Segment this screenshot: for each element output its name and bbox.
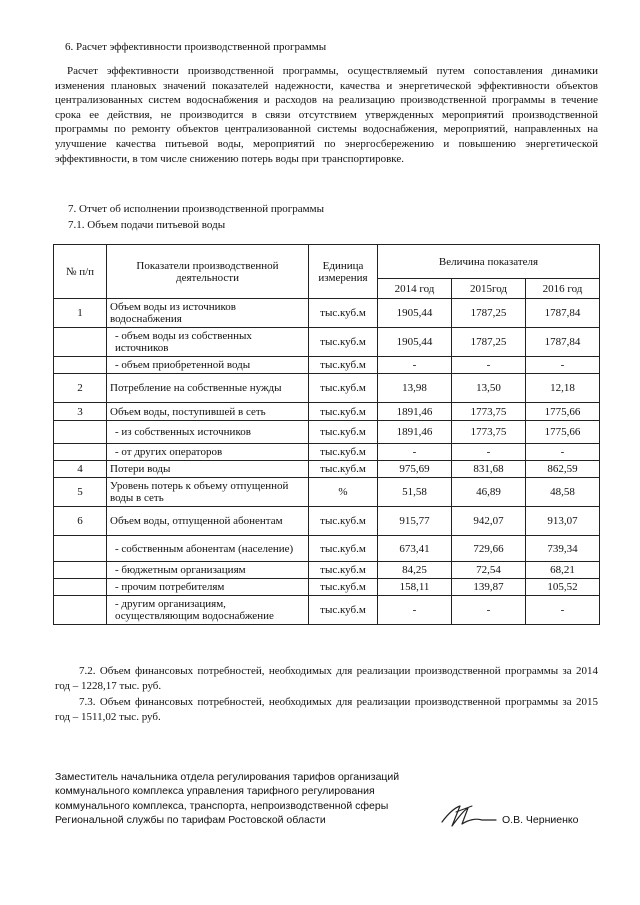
paragraph-7-3: 7.3. Объем финансовых потребностей, необходимых для реализации производственной программы за 2015 год – 1511,02 тыс. руб.	[55, 696, 598, 723]
header-value-group: Величина показателя	[378, 245, 600, 279]
indicator-name-cell: - объем воды из собственных источников	[107, 328, 309, 357]
value-2014-cell: -	[378, 444, 452, 461]
value-2015-cell: 729,66	[452, 536, 526, 562]
value-2016-cell: 12,18	[526, 374, 600, 403]
table-row	[54, 478, 600, 507]
unit-cell: тыс.куб.м	[309, 461, 378, 478]
row-number-cell: 2	[54, 374, 107, 403]
table-row	[54, 536, 600, 562]
value-2015-cell: 1787,25	[452, 299, 526, 328]
row-number-cell	[54, 357, 107, 374]
indicator-name-cell: Объем воды, отпущенной абонентам	[107, 507, 309, 536]
section-7-heading: 7. Отчет об исполнении производственной программы	[68, 203, 324, 215]
table-row	[54, 507, 600, 536]
table-row	[54, 328, 600, 357]
value-2016-cell: 105,52	[526, 579, 600, 596]
section-7-1-heading: 7.1. Объем подачи питьевой воды	[68, 219, 226, 231]
value-2016-cell: -	[526, 444, 600, 461]
table-body	[54, 299, 600, 625]
header-unit: Единица измерения	[309, 245, 378, 299]
header-num: № п/п	[54, 245, 107, 299]
indicator-name-cell: - из собственных источников	[107, 421, 309, 444]
unit-cell: %	[309, 478, 378, 507]
paragraph-7-2: 7.2. Объем финансовых потребностей, необходимых для реализации производственной программы за 2014 год – 1228,17 тыс. руб.	[55, 665, 598, 692]
value-2014-cell: 51,58	[378, 478, 452, 507]
value-2015-cell: 1787,25	[452, 328, 526, 357]
table-row	[54, 403, 600, 421]
table-row	[54, 299, 600, 328]
table-row	[54, 596, 600, 625]
row-number-cell	[54, 596, 107, 625]
signature-line: Региональной службы по тарифам Ростовской области	[55, 813, 326, 826]
value-2016-cell: -	[526, 596, 600, 625]
indicator-name-cell: - другим организациям, осуществляющим водоснабжение	[107, 596, 309, 625]
table-row	[54, 579, 600, 596]
unit-cell: тыс.куб.м	[309, 579, 378, 596]
unit-cell: тыс.куб.м	[309, 507, 378, 536]
row-number-cell	[54, 562, 107, 579]
indicator-name-cell: - от других операторов	[107, 444, 309, 461]
indicator-name-cell: Объем воды, поступившей в сеть	[107, 403, 309, 421]
value-2015-cell: 1773,75	[452, 403, 526, 421]
value-2015-cell: -	[452, 357, 526, 374]
value-2016-cell: 48,58	[526, 478, 600, 507]
value-2014-cell: 1891,46	[378, 403, 452, 421]
value-2016-cell: 68,21	[526, 562, 600, 579]
row-number-cell: 1	[54, 299, 107, 328]
indicator-name-cell: Уровень потерь к объему отпущенной воды в сеть	[107, 478, 309, 507]
unit-cell: тыс.куб.м	[309, 444, 378, 461]
value-2014-cell: 13,98	[378, 374, 452, 403]
header-year-2014: 2014 год	[378, 279, 452, 299]
value-2014-cell: 1905,44	[378, 328, 452, 357]
value-2015-cell: 72,54	[452, 562, 526, 579]
unit-cell: тыс.куб.м	[309, 562, 378, 579]
value-2014-cell: 1905,44	[378, 299, 452, 328]
table-row	[54, 357, 600, 374]
unit-cell: тыс.куб.м	[309, 374, 378, 403]
value-2016-cell: 1787,84	[526, 328, 600, 357]
water-supply-table	[53, 244, 600, 625]
unit-cell: тыс.куб.м	[309, 299, 378, 328]
value-2014-cell: 975,69	[378, 461, 452, 478]
row-number-cell	[54, 579, 107, 596]
value-2016-cell: 739,34	[526, 536, 600, 562]
signature-line: коммунального комплекса управления тарифного регулирования	[55, 785, 375, 798]
indicator-name-cell: Объем воды из источников водоснабжения	[107, 299, 309, 328]
row-number-cell: 6	[54, 507, 107, 536]
value-2015-cell: -	[452, 596, 526, 625]
table-row	[54, 461, 600, 478]
table-row	[54, 562, 600, 579]
header-indicator: Показатели производственной деятельности	[107, 245, 309, 299]
section-6-heading: 6. Расчет эффективности производственной программы	[65, 41, 327, 53]
unit-cell: тыс.куб.м	[309, 536, 378, 562]
unit-cell: тыс.куб.м	[309, 328, 378, 357]
table-row	[54, 444, 600, 461]
row-number-cell: 4	[54, 461, 107, 478]
value-2014-cell: -	[378, 596, 452, 625]
signature-block	[55, 770, 475, 827]
row-number-cell	[54, 536, 107, 562]
row-number-cell	[54, 444, 107, 461]
section-6-paragraph: Расчет эффективности производственной программы, осуществляемый путем сопоставления динамики изменения плановых значений показателей надежности, качества и энергетической эффективности объектов централизованных систем водоснабжения и расходов на реализацию производственной программы в течение срока ее действия, не производится в связи отсутствием утвержденных мероприятий производственной программы по ремонту объектов централизованной системы водоснабжения, мероприятий, направленных на улучшение качества питьевой воды, мероприятий по энергосбережению и повышению энергетической эффективности, в том числе снижению потерь воды при транспортировке.	[55, 65, 598, 165]
unit-cell: тыс.куб.м	[309, 403, 378, 421]
table-row	[54, 421, 600, 444]
header-year-2016: 2016 год	[526, 279, 600, 299]
row-number-cell: 3	[54, 403, 107, 421]
indicator-name-cell: - прочим потребителям	[107, 579, 309, 596]
value-2016-cell: 1775,66	[526, 421, 600, 444]
value-2015-cell: 46,89	[452, 478, 526, 507]
row-number-cell	[54, 328, 107, 357]
header-year-2015: 2015год	[452, 279, 526, 299]
value-2016-cell: 1787,84	[526, 299, 600, 328]
value-2014-cell: -	[378, 357, 452, 374]
value-2015-cell: 831,68	[452, 461, 526, 478]
value-2014-cell: 84,25	[378, 562, 452, 579]
unit-cell: тыс.куб.м	[309, 596, 378, 625]
value-2016-cell: 862,59	[526, 461, 600, 478]
value-2014-cell: 673,41	[378, 536, 452, 562]
signature-line: коммунального комплекса, транспорта, непроизводственной сферы	[55, 799, 389, 812]
value-2014-cell: 915,77	[378, 507, 452, 536]
value-2015-cell: -	[452, 444, 526, 461]
indicator-name-cell: Потери воды	[107, 461, 309, 478]
handwritten-signature	[438, 800, 500, 832]
value-2016-cell: 913,07	[526, 507, 600, 536]
signature-line: Заместитель начальника отдела регулирования тарифов организаций	[55, 771, 400, 783]
indicator-name-cell: - собственным абонентам (население)	[107, 536, 309, 562]
value-2016-cell: 1775,66	[526, 403, 600, 421]
value-2015-cell: 13,50	[452, 374, 526, 403]
signer-name: О.В. Черниенко	[502, 814, 579, 826]
value-2014-cell: 158,11	[378, 579, 452, 596]
value-2015-cell: 1773,75	[452, 421, 526, 444]
unit-cell: тыс.куб.м	[309, 357, 378, 374]
indicator-name-cell: - объем приобретенной воды	[107, 357, 309, 374]
value-2016-cell: -	[526, 357, 600, 374]
unit-cell: тыс.куб.м	[309, 421, 378, 444]
indicator-name-cell: Потребление на собственные нужды	[107, 374, 309, 403]
table-row	[54, 374, 600, 403]
value-2015-cell: 942,07	[452, 507, 526, 536]
row-number-cell: 5	[54, 478, 107, 507]
row-number-cell	[54, 421, 107, 444]
indicator-name-cell: - бюджетным организациям	[107, 562, 309, 579]
value-2014-cell: 1891,46	[378, 421, 452, 444]
value-2015-cell: 139,87	[452, 579, 526, 596]
